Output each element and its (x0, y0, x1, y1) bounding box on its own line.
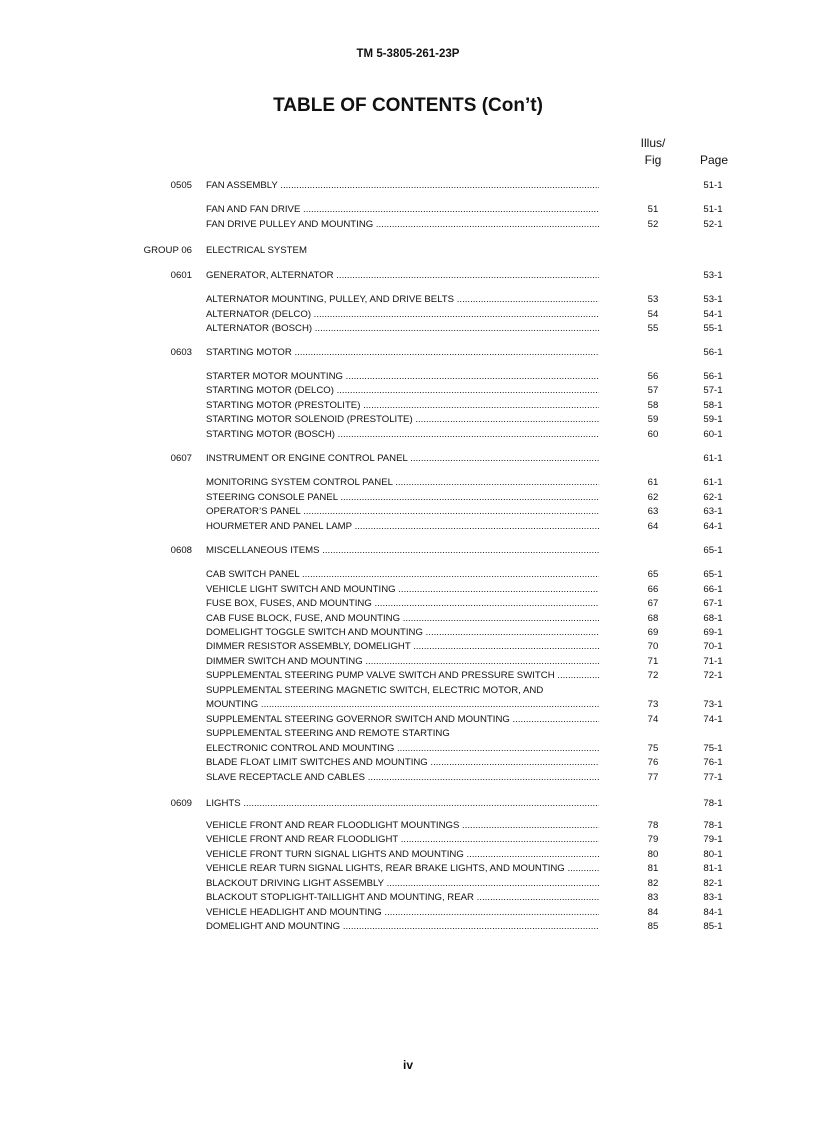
toc-entry (0, 819, 816, 833)
toc-entry-title: STARTING MOTOR (DELCO) ..... (206, 384, 599, 398)
toc-entry-fig: 52 (647, 219, 659, 230)
toc-entry (0, 476, 816, 490)
toc-entry (0, 655, 816, 669)
toc-entry (0, 491, 816, 505)
toc-entry (0, 218, 816, 232)
toc-entry-fig: 58 (647, 400, 659, 411)
toc-entry (0, 308, 816, 322)
toc-entry-fig: 69 (647, 627, 659, 638)
toc-entry-title: MONITORING SYSTEM CONTROL PANEL ..... (206, 476, 599, 490)
toc-entry-fig: 67 (647, 598, 659, 609)
toc-entry-fig: 77 (647, 772, 659, 783)
toc-entry-page: 66-1 (703, 584, 723, 595)
toc-entry-title: VEHICLE LIGHT SWITCH AND MOUNTING ..... (206, 583, 599, 597)
toc-entry (0, 906, 816, 920)
toc-entry-page: 51-1 (703, 180, 723, 191)
toc-entry-fig: 75 (647, 743, 659, 754)
page-title: TABLE OF CONTENTS (Con’t) (273, 95, 543, 116)
toc-entry-page: 58-1 (703, 400, 723, 411)
toc-entry-fig: 84 (647, 907, 659, 918)
toc-entry-page: 63-1 (703, 506, 723, 517)
toc-entry-page: 70-1 (703, 641, 723, 652)
toc-entry (0, 583, 816, 597)
toc-entry-title: STARTING MOTOR (BOSCH) ..... (206, 428, 599, 442)
toc-entry-title: MOUNTING ..... (206, 698, 599, 712)
toc-group-title: ELECTRICAL SYSTEM (206, 245, 307, 256)
toc-entry-fig: 85 (647, 921, 659, 932)
document-number: TM 5-3805-261-23P (356, 48, 460, 60)
toc-entry-page: 80-1 (703, 849, 723, 860)
toc-entry-page: 72-1 (703, 670, 723, 681)
toc-entry-title: HOURMETER AND PANEL LAMP ..... (206, 520, 599, 534)
illus-fig-column-header: Illus/ Fig (640, 136, 666, 167)
toc-entry-page: 73-1 (703, 699, 723, 710)
toc-entry-title: VEHICLE FRONT AND REAR FLOODLIGHT MOUNTINGS ..... (206, 819, 599, 833)
toc-entry (0, 727, 816, 741)
toc-entry-title: CAB SWITCH PANEL ..... (206, 568, 599, 582)
toc-entry-page: 65-1 (703, 569, 723, 580)
toc-entry-title: DIMMER RESISTOR ASSEMBLY, DOMELIGHT ..... (206, 640, 599, 654)
toc-entry-page: 52-1 (703, 219, 723, 230)
toc-entry (0, 370, 816, 384)
toc-entry-page: 53-1 (703, 270, 723, 281)
toc-entry-title: STARTING MOTOR SOLENOID (PRESTOLITE) ..... (206, 413, 599, 427)
toc-entry (0, 920, 816, 934)
toc-entry-fig: 79 (647, 834, 659, 845)
toc-entry (0, 877, 816, 891)
toc-entry-fig: 74 (647, 714, 659, 725)
toc-entry-page: 64-1 (703, 521, 723, 532)
toc-entry-fig: 83 (647, 892, 659, 903)
toc-entry-page: 56-1 (703, 371, 723, 382)
toc-entry (0, 452, 816, 466)
toc-entry (0, 742, 816, 756)
toc-entry (0, 269, 816, 283)
toc-entry-title: SUPPLEMENTAL STEERING AND REMOTE STARTING (206, 728, 450, 739)
toc-entry (0, 862, 816, 876)
toc-entry-code: 0609 (170, 798, 192, 809)
toc-entry-fig: 61 (647, 477, 659, 488)
toc-entry-code: 0505 (170, 180, 192, 191)
toc-entry (0, 891, 816, 905)
toc-entry-fig: 66 (647, 584, 659, 595)
toc-entry-page: 79-1 (703, 834, 723, 845)
toc-entry-page: 61-1 (703, 453, 723, 464)
toc-entry-page: 65-1 (703, 545, 723, 556)
toc-entry-page: 51-1 (703, 204, 723, 215)
toc-entry (0, 520, 816, 534)
toc-entry-title: ALTERNATOR (BOSCH) ..... (206, 322, 599, 336)
page-column-header: Page (699, 153, 729, 167)
toc-entry-title: STARTING MOTOR ..... (206, 346, 599, 360)
toc-entry-page: 62-1 (703, 492, 723, 503)
toc-entry-fig: 81 (647, 863, 659, 874)
toc-entry-fig: 63 (647, 506, 659, 517)
toc-entry-fig: 71 (647, 656, 659, 667)
toc-entry-page: 77-1 (703, 772, 723, 783)
toc-entry-page: 60-1 (703, 429, 723, 440)
toc-entry-fig: 62 (647, 492, 659, 503)
toc-entry (0, 505, 816, 519)
toc-entry-title: BLACKOUT DRIVING LIGHT ASSEMBLY ..... (206, 877, 599, 891)
toc-entry (0, 756, 816, 770)
toc-entry-page: 75-1 (703, 743, 723, 754)
toc-entry (0, 626, 816, 640)
toc-entry-title: ELECTRONIC CONTROL AND MOUNTING ..... (206, 742, 599, 756)
toc-entry-fig: 57 (647, 385, 659, 396)
toc-entry-title: VEHICLE FRONT TURN SIGNAL LIGHTS AND MOUNTING ..... (206, 848, 599, 862)
toc-entry-title: DOMELIGHT AND MOUNTING ..... (206, 920, 599, 934)
toc-entry-title: FAN ASSEMBLY ..... (206, 179, 599, 193)
toc-entry-page: 67-1 (703, 598, 723, 609)
toc-entry (0, 612, 816, 626)
toc-entry-title: BLACKOUT STOPLIGHT-TAILLIGHT AND MOUNTING, REAR ..... (206, 891, 599, 905)
toc-entry-code: 0603 (170, 347, 192, 358)
toc-entry-fig: 76 (647, 757, 659, 768)
toc-entry-fig: 78 (647, 820, 659, 831)
toc-entry-page: 68-1 (703, 613, 723, 624)
toc-entry-page: 84-1 (703, 907, 723, 918)
toc-entry-title: DIMMER SWITCH AND MOUNTING ..... (206, 655, 599, 669)
toc-entry (0, 684, 816, 698)
toc-entry-fig: 54 (647, 309, 659, 320)
toc-entry-page: 54-1 (703, 309, 723, 320)
toc-entry-title: VEHICLE FRONT AND REAR FLOODLIGHT ..... (206, 833, 599, 847)
toc-entry (0, 428, 816, 442)
toc-entry-page: 53-1 (703, 294, 723, 305)
toc-entry (0, 322, 816, 336)
toc-entry (0, 544, 816, 558)
toc-entry-title: VEHICLE HEADLIGHT AND MOUNTING ..... (206, 906, 599, 920)
toc-entry-title: STARTER MOTOR MOUNTING ..... (206, 370, 599, 384)
toc-entry-code: 0601 (170, 270, 192, 281)
toc-entry (0, 597, 816, 611)
toc-entry-title: SUPPLEMENTAL STEERING MAGNETIC SWITCH, ELECTRIC MOTOR, AND (206, 685, 544, 696)
toc-entry-title: DOMELIGHT TOGGLE SWITCH AND MOUNTING ..... (206, 626, 599, 640)
toc-entry (0, 413, 816, 427)
toc-entry (0, 179, 816, 193)
toc-entry-title: SUPPLEMENTAL STEERING GOVERNOR SWITCH AND MOUNTING ..... (206, 713, 599, 727)
toc-entry-page: 81-1 (703, 863, 723, 874)
toc-entry-fig: 68 (647, 613, 659, 624)
toc-entry-fig: 56 (647, 371, 659, 382)
toc-entry (0, 848, 816, 862)
toc-entry-fig: 72 (647, 670, 659, 681)
toc-entry-page: 82-1 (703, 878, 723, 889)
toc-entry-title: FAN AND FAN DRIVE ..... (206, 203, 599, 217)
toc-entry-title: CAB FUSE BLOCK, FUSE, AND MOUNTING ..... (206, 612, 599, 626)
toc-entry-page: 56-1 (703, 347, 723, 358)
toc-entry (0, 346, 816, 360)
toc-entry (0, 833, 816, 847)
toc-entry (0, 640, 816, 654)
toc-entry-title: ALTERNATOR MOUNTING, PULLEY, AND DRIVE BELTS ..... (206, 293, 599, 307)
toc-entry-fig: 60 (647, 429, 659, 440)
toc-entry-page: 83-1 (703, 892, 723, 903)
toc-entry (0, 771, 816, 785)
toc-entry-title: ALTERNATOR (DELCO) ..... (206, 308, 599, 322)
toc-entry (0, 399, 816, 413)
toc-entry-page: 69-1 (703, 627, 723, 638)
toc-entry (0, 384, 816, 398)
toc-entry (0, 293, 816, 307)
toc-entry-fig: 82 (647, 878, 659, 889)
toc-entry-title: FAN DRIVE PULLEY AND MOUNTING ..... (206, 218, 599, 232)
toc-entry-page: 74-1 (703, 714, 723, 725)
toc-entry-title: SLAVE RECEPTACLE AND CABLES ..... (206, 771, 599, 785)
toc-entry-fig: 55 (647, 323, 659, 334)
toc-entry-title: FUSE BOX, FUSES, AND MOUNTING ..... (206, 597, 599, 611)
toc-entry-fig: 65 (647, 569, 659, 580)
toc-entry-title: INSTRUMENT OR ENGINE CONTROL PANEL ..... (206, 452, 599, 466)
toc-entry-fig: 73 (647, 699, 659, 710)
toc-entry-page: 61-1 (703, 477, 723, 488)
toc-entry-fig: 80 (647, 849, 659, 860)
toc-entry-code: GROUP 06 (143, 245, 192, 256)
toc-entry (0, 669, 816, 683)
toc-entry-title: GENERATOR, ALTERNATOR ..... (206, 269, 599, 283)
toc-entry (0, 713, 816, 727)
toc-entry-title: LIGHTS ..... (206, 797, 599, 811)
toc-entry-title: BLADE FLOAT LIMIT SWITCHES AND MOUNTING ..... (206, 756, 599, 770)
toc-entry-page: 78-1 (703, 820, 723, 831)
toc-entry-fig: 70 (647, 641, 659, 652)
toc-entry (0, 244, 816, 258)
toc-entry-page: 59-1 (703, 414, 723, 425)
toc-entry-title: STEERING CONSOLE PANEL ..... (206, 491, 599, 505)
toc-entry-page: 71-1 (703, 656, 723, 667)
toc-entry-fig: 64 (647, 521, 659, 532)
toc-entry-title: VEHICLE REAR TURN SIGNAL LIGHTS, REAR BRAKE LIGHTS, AND MOUNTING ..... (206, 862, 599, 876)
toc-entry (0, 568, 816, 582)
toc-entry-page: 57-1 (703, 385, 723, 396)
toc-entry-fig: 59 (647, 414, 659, 425)
toc-entry (0, 203, 816, 217)
toc-entry-page: 78-1 (703, 798, 723, 809)
toc-entry-title: SUPPLEMENTAL STEERING PUMP VALVE SWITCH AND PRESSURE SWITCH ..... (206, 669, 599, 683)
page-number: iv (402, 1058, 413, 1072)
toc-entry-fig: 51 (647, 204, 659, 215)
toc-entry-page: 85-1 (703, 921, 723, 932)
toc-entry (0, 797, 816, 811)
toc-entry-title: OPERATOR’S PANEL ..... (206, 505, 599, 519)
toc-entry-fig: 53 (647, 294, 659, 305)
toc-entry-title: MISCELLANEOUS ITEMS ..... (206, 544, 599, 558)
toc-entry-code: 0608 (170, 545, 192, 556)
toc-entry-page: 76-1 (703, 757, 723, 768)
toc-entry-code: 0607 (170, 453, 192, 464)
toc-entry-page: 55-1 (703, 323, 723, 334)
toc-entry (0, 698, 816, 712)
toc-entry-title: STARTING MOTOR (PRESTOLITE) ..... (206, 399, 599, 413)
